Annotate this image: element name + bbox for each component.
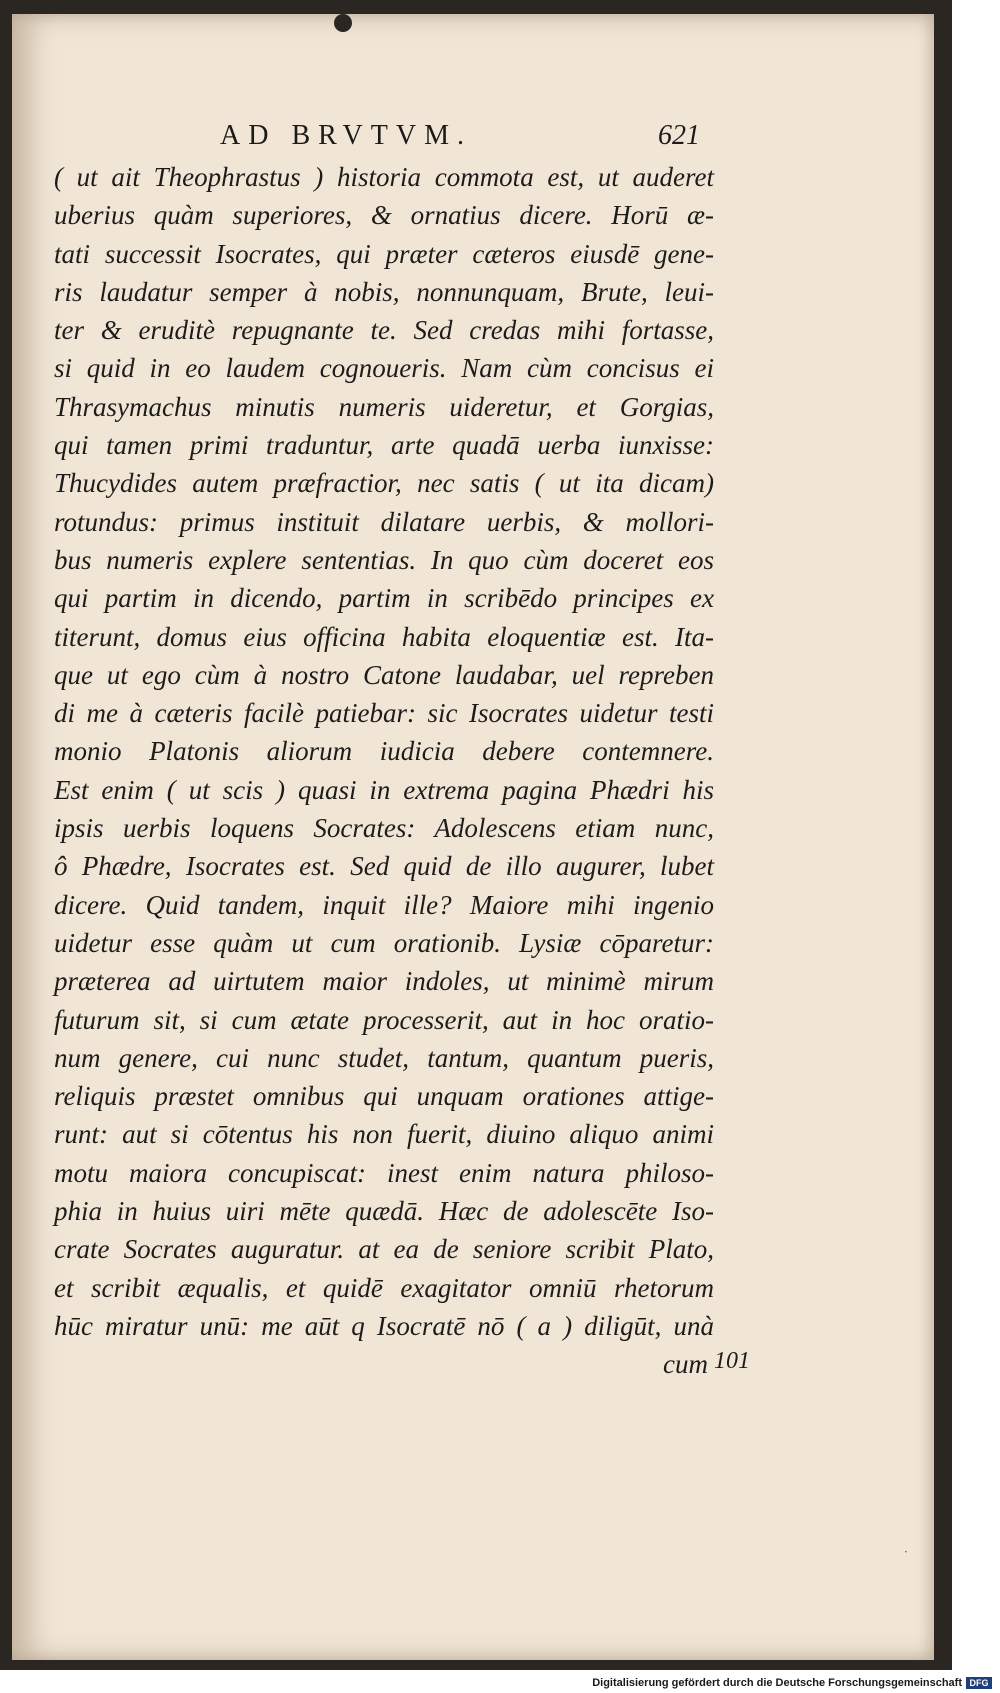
signature-mark: 101 bbox=[714, 1348, 750, 1374]
text-line: motu maiora concupiscat: inest enim natura philoso- bbox=[54, 1157, 714, 1188]
text-line: uberius quàm superiores, & ornatius dicere. Horū æ- bbox=[54, 200, 714, 231]
running-head: AD BRVTVM. bbox=[220, 120, 472, 151]
page-number: 621 bbox=[658, 120, 700, 151]
text-line: reliquis præstet omnibus qui unquam orationes attige- bbox=[54, 1081, 714, 1112]
text-line: phia in huius uiri mēte quædā. Hæc de adolescēte Iso- bbox=[54, 1196, 714, 1227]
text-line: ter & eruditè repugnante te. Sed credas mihi fortasse, bbox=[54, 315, 714, 346]
page-corner-mark: · bbox=[904, 1545, 908, 1559]
text-line: crate Socrates auguratur. at ea de seniore scribit Plato, bbox=[54, 1234, 714, 1265]
text-line: qui partim in dicendo, partim in scribēdo principes ex bbox=[54, 583, 714, 614]
footer-credit-text: Digitalisierung gefördert durch die Deutsche Forschungsgemeinschaft bbox=[592, 1677, 962, 1689]
text-line: Thrasymachus minutis numeris uideretur, et Gorgias, bbox=[54, 391, 714, 422]
text-line: di me à cæteris facilè patiebar: sic Isocrates uidetur testi bbox=[54, 698, 714, 729]
text-line: uidetur esse quàm ut cum orationib. Lysiæ cōparetur: bbox=[54, 927, 714, 958]
text-line: tati successit Isocrates, qui præter cæteros eiusdē gene- bbox=[54, 238, 714, 269]
text-line: et scribit æqualis, et quidē exagitator omniū rhetorum bbox=[54, 1272, 714, 1303]
text-line: si quid in eo laudem cognoueris. Nam cùm concisus ei bbox=[54, 353, 714, 384]
text-line: hūc miratur unū: me aūt q Isocratē nō ( a ) diligūt, unà bbox=[54, 1310, 714, 1341]
text-line: Est enim ( ut scis ) quasi in extrema pagina Phædri his bbox=[54, 774, 714, 805]
footer-credit bbox=[592, 1677, 992, 1689]
text-line: ris laudatur semper à nobis, nonnunquam, Brute, leui- bbox=[54, 276, 714, 307]
text-line: cum bbox=[663, 1349, 708, 1380]
text-line: runt: aut si cōtentus his non fuerit, diuino aliquo animi bbox=[54, 1119, 714, 1150]
dfg-logo-icon: DFG bbox=[966, 1677, 992, 1689]
binding-mark bbox=[334, 14, 352, 32]
text-line: ipsis uerbis loquens Socrates: Adolescens etiam nunc, bbox=[54, 813, 714, 844]
body-text bbox=[54, 158, 714, 1384]
text-line: rotundus: primus instituit dilatare uerbis, & mollori- bbox=[54, 506, 714, 537]
text-line: futurum sit, si cum ætate processerit, aut in hoc oratio- bbox=[54, 1004, 714, 1035]
text-line: titerunt, domus eius officina habita eloquentiæ est. Ita- bbox=[54, 621, 714, 652]
text-line: bus numeris explere sententias. In quo cùm doceret eos bbox=[54, 544, 714, 575]
text-line: dicere. Quid tandem, inquit ille? Maiore mihi ingenio bbox=[54, 889, 714, 920]
text-line: præterea ad uirtutem maior indoles, ut minimè mirum bbox=[54, 966, 714, 997]
text-line: ( ut ait Theophrastus ) historia commota est, ut auderet bbox=[54, 162, 714, 192]
text-line: ô Phædre, Isocrates est. Sed quid de illo augurer, lubet bbox=[54, 851, 714, 882]
text-line: qui tamen primi traduntur, arte quadā uerba iunxisse: bbox=[54, 430, 714, 461]
text-line: num genere, cui nunc studet, tantum, quantum pueris, bbox=[54, 1042, 714, 1073]
text-line: monio Platonis aliorum iudicia debere contemnere. bbox=[54, 736, 714, 767]
text-line: que ut ego cùm à nostro Catone laudabar, uel repreben bbox=[54, 659, 714, 690]
text-line: Thucydides autem præfractior, nec satis ( ut ita dicam) bbox=[54, 468, 714, 499]
